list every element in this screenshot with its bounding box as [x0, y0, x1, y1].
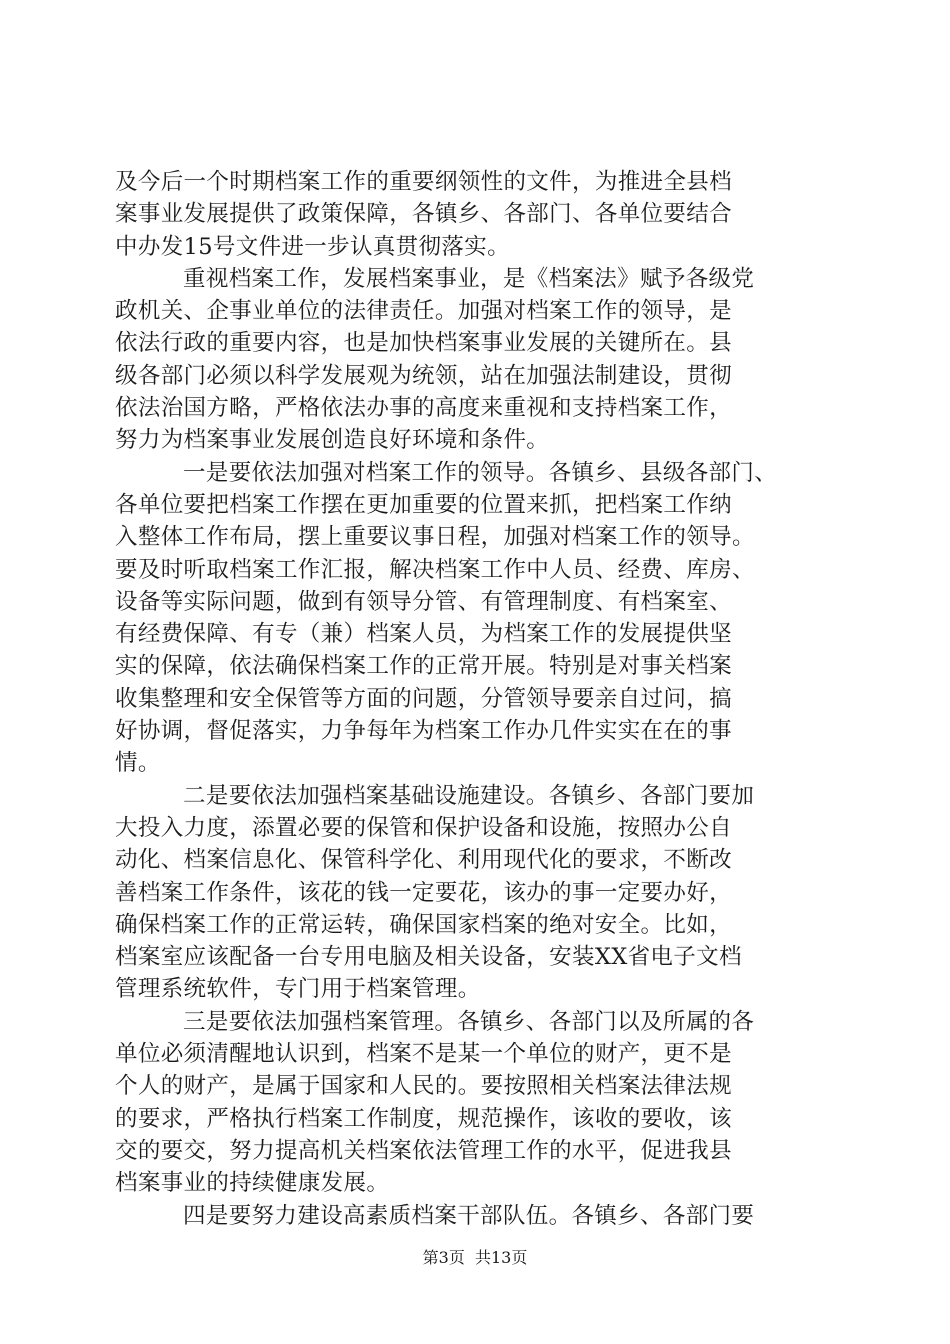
text-line: 各单位要把档案工作摆在更加重要的位置来抓，把档案工作纳	[115, 491, 732, 518]
text-line: 实的保障，依法确保档案工作的正常开展。特别是对事关档案	[115, 653, 732, 680]
paragraph-start-line: 重视档案工作，发展档案事业，是《档案法》赋予各级党	[183, 265, 755, 292]
text-line: 及今后一个时期档案工作的重要纲领性的文件，为推进全县档	[115, 169, 732, 195]
text-line: 的要求，严格执行档案工作制度，规范操作，该收的要收，该	[115, 1105, 732, 1132]
paragraph-start-line: 二是要依法加强档案基础设施建设。各镇乡、各部门要加	[183, 782, 755, 809]
text-line: 政机关、企事业单位的法律责任。加强对档案工作的领导，是	[115, 298, 732, 325]
text-line: 动化、档案信息化、保管科学化、利用现代化的要求，不断改	[115, 847, 732, 874]
text-line: 依法行政的重要内容，也是加快档案事业发展的关键所在。县	[115, 330, 732, 357]
body-text	[115, 166, 835, 1232]
page-number: 第3页 共13页	[422, 1248, 528, 1267]
text-line: 好协调，督促落实，力争每年为档案工作办几件实实在在的事	[115, 718, 732, 745]
text-line: 收集整理和安全保管等方面的问题，分管领导要亲自过问，搞	[115, 685, 732, 712]
text-line: 级各部门必须以科学发展观为统领，站在加强法制建设，贯彻	[115, 362, 732, 389]
text-line: 单位必须清醒地认识到，档案不是某一个单位的财产，更不是	[115, 1041, 732, 1068]
text-line: 入整体工作布局，摆上重要议事日程，加强对档案工作的领导。	[115, 524, 755, 551]
text-line: 个人的财产，是属于国家和人民的。要按照相关档案法律法规	[115, 1073, 732, 1100]
paragraph-start-line: 三是要依法加强档案管理。各镇乡、各部门以及所属的各	[183, 1008, 755, 1035]
text-line: 有经费保障、有专（兼）档案人员，为档案工作的发展提供坚	[115, 621, 732, 648]
page-footer	[0, 1248, 950, 1268]
text-line: 依法治国方略，严格依法办事的高度来重视和支持档案工作，	[115, 395, 732, 422]
text-line: 要及时听取档案工作汇报，解决档案工作中人员、经费、库房、	[115, 556, 755, 583]
text-line: 档案室应该配备一台专用电脑及相关设备，安装XX省电子文档	[115, 944, 742, 971]
text-line: 档案事业的持续健康发展。	[115, 1170, 390, 1197]
text-line: 情。	[115, 750, 161, 777]
text-line: 中办发15号文件进一步认真贯彻落实。	[115, 233, 510, 260]
paragraph-start-line: 一是要依法加强对档案工作的领导。各镇乡、县级各部门、	[183, 459, 778, 486]
text-line: 交的要交，努力提高机关档案依法管理工作的水平，促进我县	[115, 1137, 732, 1164]
text-line: 大投入力度，添置必要的保管和保护设备和设施，按照办公自	[115, 814, 732, 841]
text-line: 案事业发展提供了政策保障，各镇乡、各部门、各单位要结合	[115, 201, 732, 228]
text-line: 努力为档案事业发展创造良好环境和条件。	[115, 427, 550, 454]
text-line: 善档案工作条件，该花的钱一定要花，该办的事一定要办好，	[115, 879, 732, 906]
paragraph-start-line: 四是要努力建设高素质档案干部队伍。各镇乡、各部门要	[183, 1202, 755, 1229]
text-line: 管理系统软件，专门用于档案管理。	[115, 976, 481, 1003]
text-line: 设备等实际问题，做到有领导分管、有管理制度、有档案室、	[115, 588, 732, 615]
text-line: 确保档案工作的正常运转，确保国家档案的绝对安全。比如，	[115, 911, 732, 938]
